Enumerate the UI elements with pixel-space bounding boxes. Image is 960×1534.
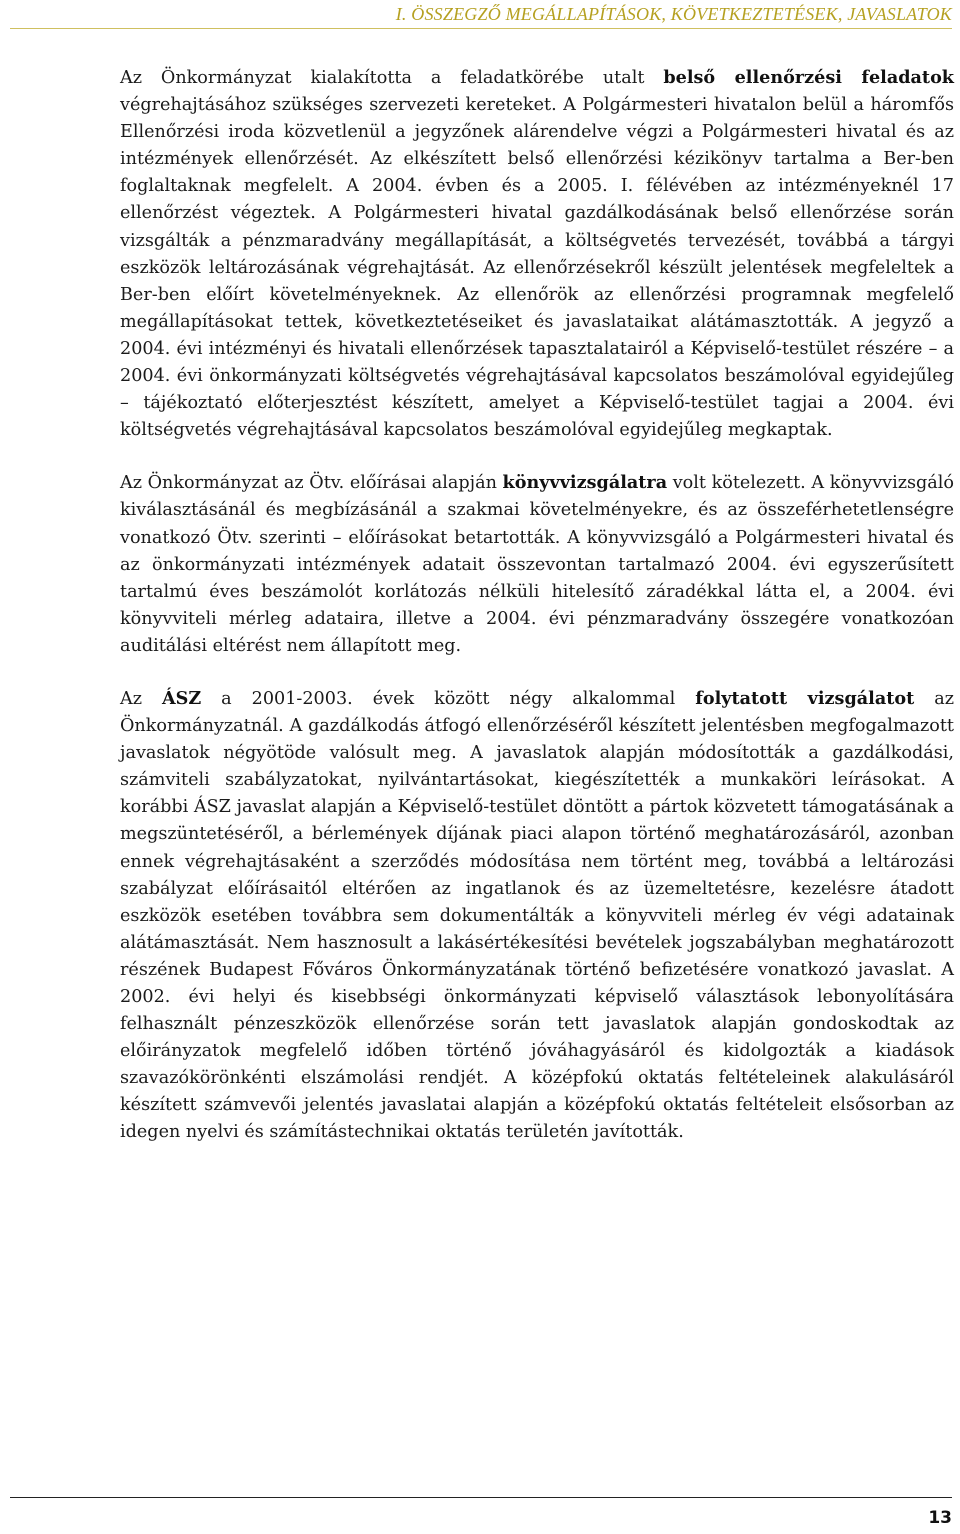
paragraph-internal-audit (120, 64, 954, 444)
page-number: 13 (928, 1508, 952, 1528)
bold-phrase: belső ellenőrzési feladatok (663, 67, 954, 88)
paragraph-auditor (120, 469, 954, 660)
paragraph-asz-audits (120, 685, 954, 1147)
paragraph-text: volt kötelezett. A könyvvizsgáló kiválasztásánál és megbízásánál a szakmai követelményekre, és az összeférhetetlenségre vonatkozó Ötv. szerinti – előírásokat betartották. A könyvvizsgáló a Polgármesteri hivatal és az önkormányzati intézmények adatait összevontan tartalmazó 2004. évi egyszerűsített tartalmú éves beszámolót korlátozás nélküli hitelesítő záradékkal látta el, a 2004. évi könyvviteli mérleg adataira, illetve a 2004. évi pénzmaradvány összegére vonatkozóan auditálási eltérést nem állapított meg. (120, 473, 954, 656)
bold-phrase: folytatott vizsgálatot (695, 687, 915, 709)
document-body (120, 64, 954, 1172)
paragraph-text: Az Önkormányzat kialakította a feladatkörébe utalt (120, 68, 664, 88)
paragraph-text: végrehajtásához szükséges szervezeti kereteket. A Polgármesteri hivatalon belül a háromfős Ellenőrzési iroda közvetlenül a jegyzőnek alárendelve végzi a Polgármesteri hivatal és az intézmények ellenőrzését. Az elkészített belső ellenőrzési kézikönyv tartalma a Ber-ben foglaltaknak megfelelt. A 2004. évben és a 2005. I. félévében az intézményeknél 17 ellenőrzést végeztek. A Polgármesteri hivatal gazdálkodásának belső ellenőrzése során vizsgálták a pénzmaradvány megállapítását, a költségvetés tervezését, továbbá a tárgyi eszközök leltározásának végrehajtását. Az ellenőrzésekről készült jelentések megfeleltek a Ber-ben előírt követelményeknek. Az ellenőrök az ellenőrzési programnak megfelelő megállapításokat tettek, következtetéseiket és javaslataikat alátámasztották. A jegyző a 2004. évi intézményi és hivatali ellenőrzések tapasztalatairól a Képviselő-testület részére – a 2004. évi önkormányzati költségvetés végrehajtásával kapcsolatos beszámolóval egyidejűleg – tájékoztató előterjesztést készített, amelyet a Képviselő-testület tagjai a 2004. évi költségvetés végrehajtásával kapcsolatos beszámolóval egyidejűleg megkaptak. (120, 95, 954, 441)
paragraph-text: Az (120, 688, 162, 709)
header-divider (10, 28, 952, 29)
paragraph-text: az Önkormányzatnál. A gazdálkodás átfogó ellenőrzéséről készített jelentésben megfogalmazott javaslatok négyötöde valósult meg. A javaslatok alapján módosították a gazdálkodási, számviteli szabályzatokat, nyilvántartásokat, kiegészítették a munkaköri leírásokat. A korábbi ÁSZ javaslat alapján a Képviselő-testület döntött a pártok közvetett támogatásának a megszüntetéséről, a bérlemények díjának piaci alapon történő meghatározásáról, azonban ennek végrehajtásaként a szerződés módosítása nem történt meg, továbbá a leltározási szabályzat előírásaitól eltérően az ingatlanok és az üzemeltetésre, kezelésre átadott eszközök esetében továbbra sem dokumentálták a könyvviteli mérleg év végi adatainak alátámasztását. Nem hasznosult a lakásértékesítési bevételek jogszabályban meghatározott részének Budapest Főváros Önkormányzatának történő befizetésére vonatkozó javaslat. A 2002. évi helyi és kisebbségi önkormányzati képviselő választások lebonyolítására felhasznált pénzeszközök ellenőrzése során tett javaslatok alapján gondoskodtak az előirányzatok megfelelő időben történő jóváhagyásáról és kidolgozták a kiadások szavazókörönkénti elszámolási rendjét. A középfokú oktatás feltételeinek alakulásáról készített számvevői jelentés javaslatai alapján a középfokú oktatás feltételeit elsősorban az idegen nyelvi és számítástechnikai oktatás területén javították. (120, 688, 954, 1143)
running-header: I. ÖSSZEGZŐ MEGÁLLAPÍTÁSOK, KÖVETKEZTETÉSEK, JAVASLATOK (395, 4, 952, 24)
footer-divider (10, 1497, 952, 1498)
bold-phrase: ÁSZ (161, 687, 202, 709)
paragraph-text: a 2001-2003. évek között négy alkalommal (201, 688, 696, 709)
paragraph-text: Az Önkormányzat az Ötv. előírásai alapján (120, 473, 503, 494)
bold-phrase: könyvvizsgálatra (502, 472, 668, 494)
